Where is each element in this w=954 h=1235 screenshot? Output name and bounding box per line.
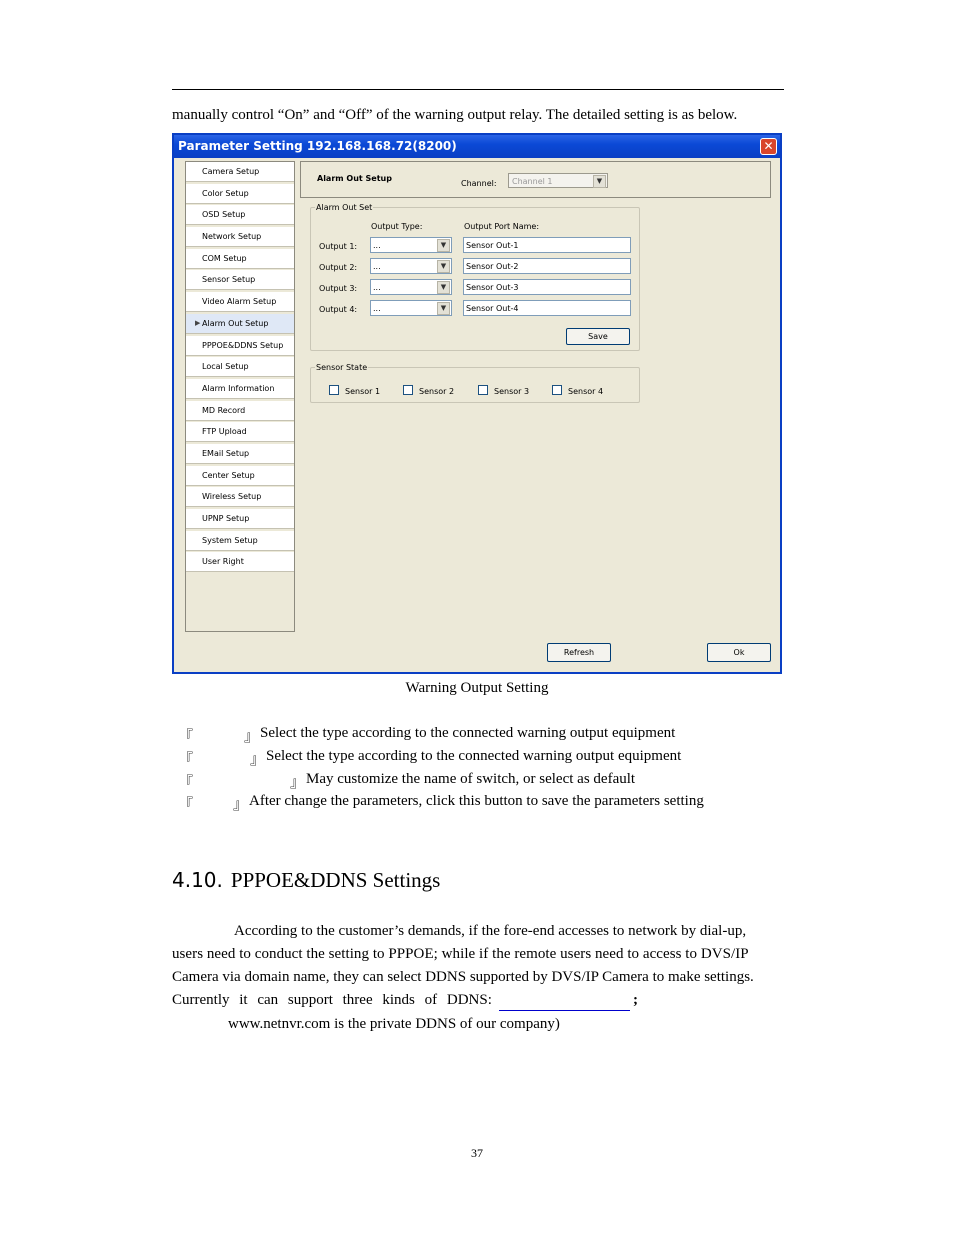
output-type-value: ... — [373, 283, 381, 292]
close-bracket: 』 — [250, 752, 266, 768]
dialog-titlebar[interactable] — [174, 135, 780, 158]
nav-item-label: Video Alarm Setup — [202, 297, 277, 307]
sensor-4-checkbox[interactable] — [552, 385, 603, 396]
dialog-title: Parameter Setting 192.168.168.72(8200) — [178, 139, 457, 153]
nav-item-label: OSD Setup — [202, 210, 246, 220]
output-type-header: Output Type: — [371, 222, 423, 231]
output-row-4 — [311, 299, 639, 319]
header-rule — [172, 89, 784, 90]
nav-item-label: Sensor Setup — [202, 275, 256, 285]
refresh-button[interactable]: Refresh — [547, 643, 611, 662]
settings-content-panel — [300, 161, 770, 631]
close-bracket: 』 — [233, 797, 249, 813]
nav-item-label: COM Setup — [202, 253, 247, 263]
body-line-2: users need to conduct the setting to PPPOE; while if the remote users need to access to DVS/IP — [172, 946, 749, 962]
sensor-state-group — [310, 363, 640, 403]
output-type-value: ... — [373, 241, 381, 250]
close-bracket: 』 — [290, 775, 306, 791]
section-number: 4.10. — [172, 868, 223, 892]
chevron-down-icon: ▼ — [437, 239, 450, 252]
nav-item-color-setup[interactable] — [186, 184, 294, 204]
bullet-line-3 — [178, 771, 778, 791]
nav-item-label: Center Setup — [202, 470, 255, 480]
settings-nav-list — [185, 161, 295, 632]
nav-item-email-setup[interactable] — [186, 444, 294, 464]
nav-item-local-setup[interactable] — [186, 357, 294, 377]
nav-item-ftp-upload[interactable] — [186, 422, 294, 442]
save-button[interactable]: Save — [566, 328, 630, 345]
nav-item-system-setup[interactable] — [186, 531, 294, 551]
output-row-3 — [311, 278, 639, 298]
output-row-1 — [311, 236, 639, 256]
output-type-select-2[interactable] — [370, 258, 452, 274]
bullet-line-4 — [178, 793, 778, 813]
intro-text: manually control “On” and “Off” of the warning output relay. The detailed setting is as below. — [172, 107, 738, 123]
output-port-name-input-3[interactable]: Sensor Out-3 — [463, 279, 631, 295]
nav-item-video-alarm-setup[interactable] — [186, 292, 294, 312]
nav-item-com-setup[interactable] — [186, 249, 294, 269]
open-bracket: 『 — [178, 797, 194, 813]
section-heading — [172, 868, 440, 893]
close-bracket: 』 — [244, 729, 260, 745]
output-type-select-3[interactable] — [370, 279, 452, 295]
output-type-select-4[interactable] — [370, 300, 452, 316]
nav-item-alarm-out-setup[interactable] — [186, 314, 294, 334]
nav-item-label: Color Setup — [202, 188, 249, 198]
checkbox-icon — [552, 385, 562, 395]
nav-item-user-right[interactable] — [186, 552, 294, 572]
open-bracket: 『 — [178, 729, 194, 745]
sensor-1-checkbox[interactable] — [329, 385, 380, 396]
nav-item-wireless-setup[interactable] — [186, 487, 294, 507]
output-port-name-input-2[interactable]: Sensor Out-2 — [463, 258, 631, 274]
open-bracket: 『 — [178, 775, 194, 791]
alarm-out-set-group — [310, 203, 640, 351]
alarm-out-set-legend: Alarm Out Set — [316, 203, 373, 212]
output-type-select-1[interactable] — [370, 237, 452, 253]
bullet-text: Select the type according to the connected warning output equipment — [266, 748, 682, 764]
nav-item-camera-setup[interactable] — [186, 162, 294, 182]
checkbox-icon — [403, 385, 413, 395]
nav-item-label: Alarm Out Setup — [202, 318, 269, 328]
nav-item-md-record[interactable] — [186, 401, 294, 421]
nav-item-alarm-information[interactable] — [186, 379, 294, 399]
section-title: Alarm Out Setup — [317, 174, 392, 183]
bullet-line-1 — [178, 725, 778, 745]
ok-button[interactable]: Ok — [707, 643, 771, 662]
sensor-label: Sensor 4 — [568, 387, 604, 396]
output-port-name-input-1[interactable]: Sensor Out-1 — [463, 237, 631, 253]
bullet-text: May customize the name of switch, or select as default — [306, 771, 636, 787]
semicolon: ; — [633, 992, 638, 1008]
nav-item-label: Network Setup — [202, 232, 262, 242]
open-bracket: 『 — [178, 752, 194, 768]
nav-item-label: Camera Setup — [202, 167, 260, 176]
output-label: Output 3: — [319, 284, 358, 293]
section-title-text: PPPOE&DDNS Settings — [230, 868, 441, 892]
output-type-value: ... — [373, 304, 381, 313]
nav-item-upnp-setup[interactable] — [186, 509, 294, 529]
nav-item-label: FTP Upload — [202, 427, 247, 437]
chevron-down-icon: ▼ — [593, 175, 606, 188]
bullet-line-2 — [178, 748, 778, 768]
nav-item-label: PPPOE&DDNS Setup — [202, 340, 284, 350]
nav-item-label: User Right — [202, 557, 244, 567]
nav-item-center-setup[interactable] — [186, 466, 294, 486]
output-port-name-header: Output Port Name: — [464, 222, 540, 231]
ddns-link-underline[interactable] — [499, 1010, 630, 1011]
nav-item-sensor-setup[interactable] — [186, 270, 294, 290]
nav-item-osd-setup[interactable] — [186, 205, 294, 225]
nav-item-label: UPNP Setup — [202, 514, 250, 523]
nav-item-label: EMail Setup — [202, 448, 250, 458]
channel-select-value: Channel 1 — [512, 177, 553, 186]
nav-item-network-setup[interactable] — [186, 227, 294, 247]
output-label: Output 4: — [319, 305, 358, 314]
body-line-3: Camera via domain name, they can select DDNS supported by DVS/IP Camera to make settings. — [172, 969, 754, 985]
close-icon[interactable]: ✕ — [760, 138, 777, 155]
section-header-box — [300, 161, 771, 198]
output-label: Output 2: — [319, 263, 358, 272]
figure-caption: Warning Output Setting — [405, 680, 549, 696]
nav-item-label: MD Record — [202, 405, 246, 415]
nav-item-label: Wireless Setup — [202, 492, 262, 502]
output-type-value: ... — [373, 262, 381, 271]
sensor-state-legend: Sensor State — [316, 363, 368, 372]
channel-label: Channel: — [461, 179, 497, 188]
nav-item-pppoe-ddns-setup[interactable] — [186, 336, 294, 356]
sensor-label: Sensor 1 — [345, 387, 381, 396]
sensor-label: Sensor 3 — [494, 387, 530, 396]
output-port-name-input-4[interactable]: Sensor Out-4 — [463, 300, 631, 316]
nav-item-label: Alarm Information — [202, 383, 275, 393]
output-label: Output 1: — [319, 242, 358, 251]
output-row-2 — [311, 257, 639, 277]
chevron-down-icon: ▼ — [437, 302, 450, 315]
channel-select[interactable] — [508, 173, 608, 188]
checkbox-icon — [329, 385, 339, 395]
sensor-2-checkbox[interactable] — [403, 385, 454, 396]
nav-item-label: Local Setup — [202, 362, 249, 372]
sensor-label: Sensor 2 — [419, 387, 455, 396]
chevron-down-icon: ▼ — [437, 260, 450, 273]
selected-arrow-icon: ▶ — [195, 318, 201, 327]
body-line-5: www.netnvr.com is the private DDNS of our company) — [228, 1016, 560, 1032]
body-line-1: According to the customer’s demands, if the fore-end accesses to network by dial-up, — [234, 923, 747, 939]
parameter-setting-dialog — [172, 133, 782, 674]
body-line-4: Currently it can support three kinds of DDNS: — [172, 992, 492, 1008]
checkbox-icon — [478, 385, 488, 395]
page-number: 37 — [471, 1146, 483, 1160]
chevron-down-icon: ▼ — [437, 281, 450, 294]
bullet-text: Select the type according to the connected warning output equipment — [260, 725, 676, 741]
sensor-3-checkbox[interactable] — [478, 385, 529, 396]
nav-item-label: System Setup — [202, 535, 258, 545]
bullet-text: After change the parameters, click this button to save the parameters setting — [249, 793, 704, 809]
